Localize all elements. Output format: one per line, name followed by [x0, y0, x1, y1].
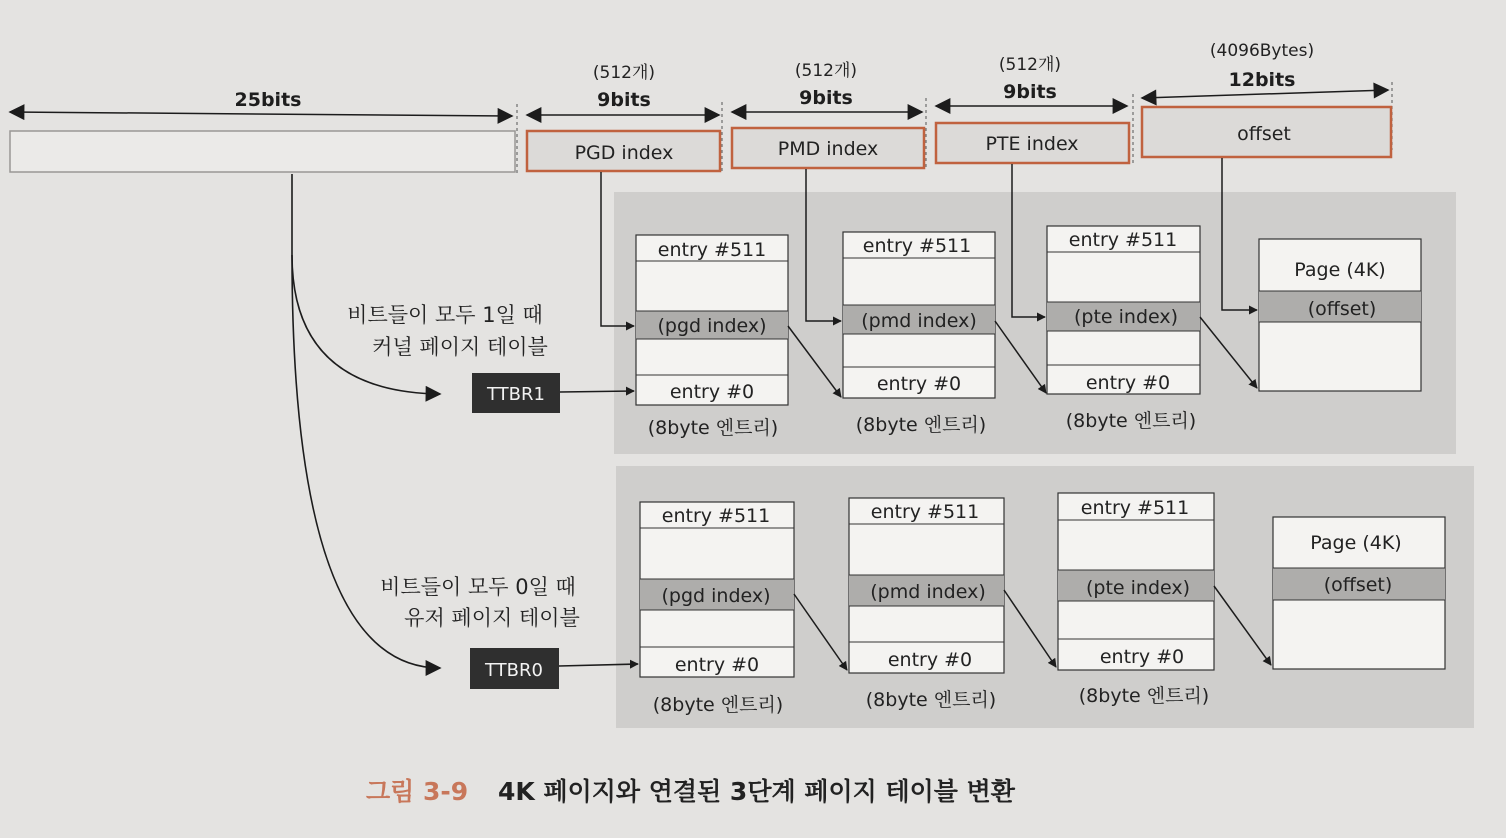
- user-pgd-entry-511: entry #511: [661, 505, 771, 527]
- kernel-pgd-entry-511: entry #511: [657, 239, 767, 261]
- pmd-index-field-label: PMD index: [777, 138, 879, 160]
- user-pte-table: [1058, 493, 1214, 670]
- user-pgd-table: [640, 502, 794, 677]
- kernel-page-title: Page (4K): [1294, 259, 1386, 281]
- pte-count-label: (512개): [998, 55, 1062, 75]
- pgd-count-label: (512개): [592, 63, 656, 83]
- pgd-index-field-label: PGD index: [574, 142, 674, 164]
- kernel-pmd-note: (8byte 엔트리): [855, 414, 987, 436]
- figure-caption: 4K 페이지와 연결된 3단계 페이지 테이블 변환: [498, 777, 1015, 806]
- ttbr0-label: TTBR0: [485, 660, 543, 681]
- user-pmd-note: (8byte 엔트리): [865, 689, 997, 711]
- upper-bits-label: 25bits: [234, 89, 302, 111]
- user-pgd-entry-0: entry #0: [674, 654, 760, 676]
- kernel-pte-index-entry: (pte index): [1073, 306, 1179, 328]
- user-pte-entry-0: entry #0: [1099, 646, 1185, 668]
- user-pmd-entry-0: entry #0: [887, 649, 973, 671]
- ttbr1-label: TTBR1: [487, 384, 545, 405]
- figure-number: 그림 3-9: [366, 777, 469, 806]
- user-branch-text-1: 비트들이 모두 0일 때: [380, 575, 576, 599]
- kernel-pmd-entry-0: entry #0: [876, 373, 962, 395]
- user-pmd-entry-511: entry #511: [870, 501, 980, 523]
- ttbr1-to-pgd-arrow: [560, 391, 634, 392]
- pmd-bits-label: 9bits: [799, 87, 853, 109]
- kernel-pte-table: [1047, 226, 1200, 394]
- kernel-pgd-note: (8byte 엔트리): [647, 417, 779, 439]
- user-pte-entry-511: entry #511: [1080, 497, 1190, 519]
- kernel-branch-curve: [292, 174, 440, 394]
- user-pgd-note: (8byte 엔트리): [652, 694, 784, 716]
- kernel-pgd-table: [636, 235, 788, 405]
- user-page-title: Page (4K): [1310, 532, 1402, 554]
- user-branch-text-2: 유저 페이지 테이블: [404, 606, 580, 630]
- kernel-pmd-table: [843, 232, 995, 398]
- kernel-pmd-index-entry: (pmd index): [861, 310, 977, 332]
- offset-bits-arrow: [1142, 90, 1388, 98]
- user-pgd-index-entry: (pgd index): [661, 585, 771, 607]
- kernel-pgd-index-entry: (pgd index): [657, 315, 767, 337]
- kernel-pgd-entry-0: entry #0: [669, 381, 755, 403]
- kernel-page-offset: (offset): [1307, 298, 1377, 320]
- kernel-pte-entry-511: entry #511: [1068, 229, 1178, 251]
- pte-bits-label: 9bits: [1003, 81, 1057, 103]
- offset-field-label: offset: [1237, 123, 1291, 145]
- upper-bits-box: [10, 131, 515, 172]
- kernel-pte-note: (8byte 엔트리): [1065, 410, 1197, 432]
- upper-bits-arrow: [10, 112, 512, 116]
- kernel-pte-entry-0: entry #0: [1085, 372, 1171, 394]
- kernel-branch-text-2: 커널 페이지 테이블: [372, 335, 548, 359]
- offset-bits-label: 12bits: [1228, 69, 1296, 91]
- user-pte-index-entry: (pte index): [1085, 577, 1191, 599]
- kernel-branch-text-1: 비트들이 모두 1일 때: [347, 303, 543, 327]
- pgd-bits-label: 9bits: [597, 89, 651, 111]
- pte-index-field-label: PTE index: [985, 133, 1079, 155]
- user-page-box: [1273, 517, 1445, 669]
- user-pmd-index-entry: (pmd index): [870, 581, 986, 603]
- user-pte-note: (8byte 엔트리): [1078, 685, 1210, 707]
- user-pmd-table: [849, 498, 1004, 673]
- kernel-page-box: [1259, 239, 1421, 391]
- offset-count-label: (4096Bytes): [1209, 41, 1315, 61]
- kernel-pmd-entry-511: entry #511: [862, 235, 972, 257]
- pmd-count-label: (512개): [794, 61, 858, 81]
- user-page-offset: (offset): [1323, 574, 1393, 596]
